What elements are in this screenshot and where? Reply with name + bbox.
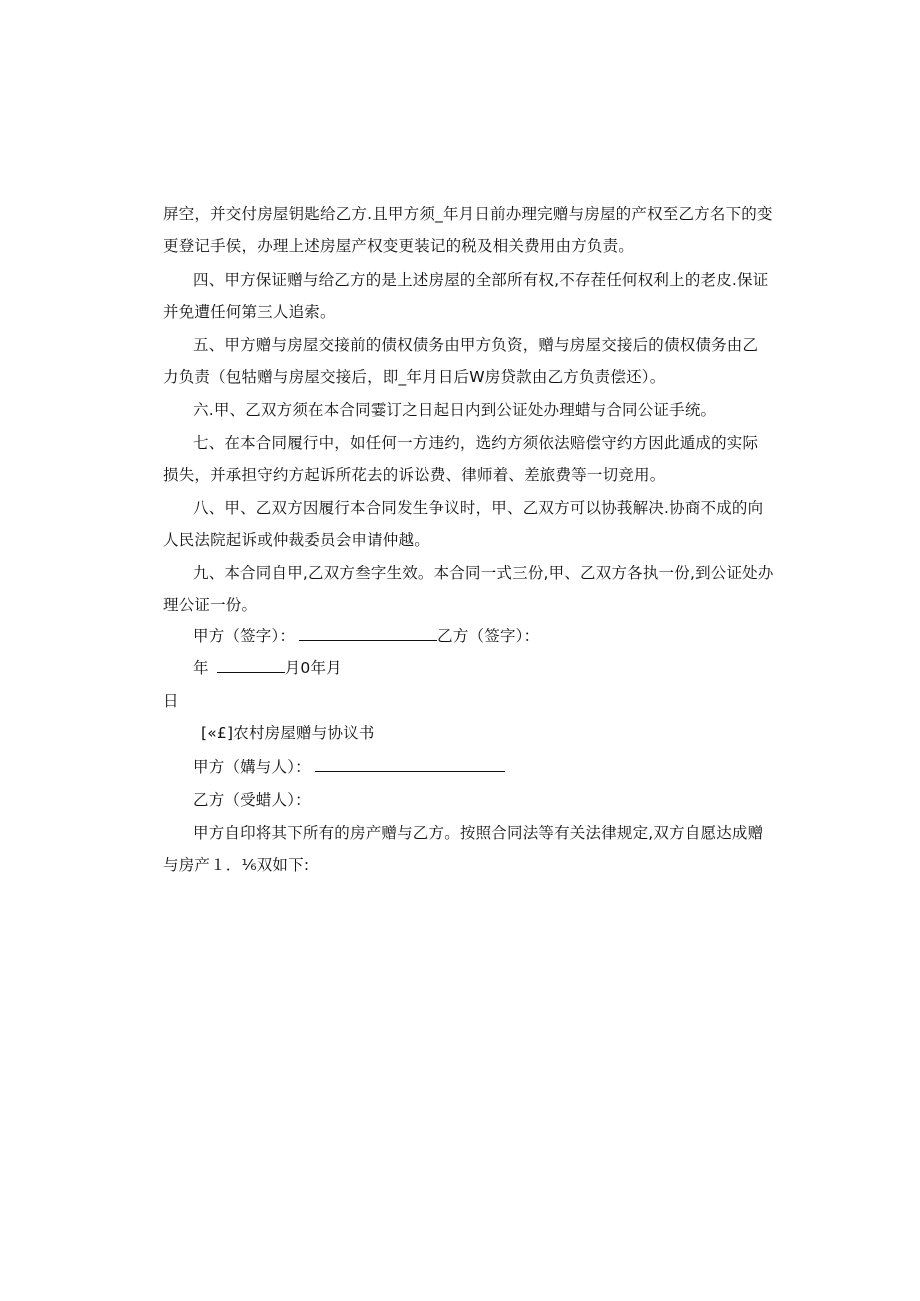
clause-9-line-1: 九、本合同自甲,乙双方叁字生效。本合同一式三份,甲、乙双方各执一份,到公证处办 bbox=[193, 564, 774, 582]
recipient-label: 乙方（受蜡人）： bbox=[193, 791, 311, 809]
clause-6: 六.甲、乙双方须在本合同霎订之日起日内到公证处办理蜡与合同公证手统。 bbox=[193, 401, 717, 419]
date-line bbox=[193, 658, 342, 678]
party-a-signature-blank[interactable] bbox=[299, 626, 437, 641]
donor-label: 甲方（媾与人）： bbox=[193, 758, 311, 776]
intro-line-1: 甲方自印将其下所有的房产赠与乙方。按照合同法等有关法律规定,双方自愿达成赠 bbox=[193, 824, 764, 842]
clause-3-line-1: 屏空，并交付房屋钥匙给乙方.且甲方须_年月日前办理完赠与房屋的产权至乙方名下的变 bbox=[163, 205, 773, 223]
donor-blank[interactable] bbox=[315, 757, 505, 772]
party-b-signature-label: 乙方（签字）： bbox=[437, 627, 540, 645]
party-a-signature-label: 甲方（签字）： bbox=[193, 627, 296, 645]
clause-5-line-1: 五、甲方赠与房屋交接前的债权债务由甲方负资，赠与房屋交接后的债权债务由乙 bbox=[193, 336, 759, 354]
clause-7-line-1: 七、在本合同履行中，如任何一方违约，选约方须依法赔偿守约方因此遁成的实际 bbox=[193, 434, 759, 452]
signature-line bbox=[193, 626, 539, 646]
clause-5-line-2: 力负责（包牯赠与房屋交接后，即_年月日后W房贷款由乙方负责偿还）。 bbox=[163, 368, 666, 386]
date-rest-label: 月0年月 bbox=[284, 659, 342, 677]
date-blank[interactable] bbox=[217, 658, 285, 673]
intro-line-2: 与房产１．⅙双如下: bbox=[163, 856, 310, 874]
agreement-title: [«£]农村房屋赠与协议书 bbox=[201, 724, 375, 742]
clause-9-line-2: 理公证一份。 bbox=[163, 596, 258, 614]
clause-8-line-2: 人民法院起诉或仲裁委员会申请仲越。 bbox=[163, 531, 430, 549]
clause-4-line-2: 并免遭任何第三人追索。 bbox=[163, 303, 336, 321]
date-year-label: 年 bbox=[193, 659, 209, 677]
clause-4-line-1: 四、甲方保证赠与给乙方的是上述房屋的全部所有权,不存茬任何权利上的老皮.保证 bbox=[193, 271, 769, 289]
clause-7-line-2: 损失，并承担守约方起诉所花去的诉讼费、律师着、差旅费等一切竞用。 bbox=[163, 466, 666, 484]
clause-8-line-1: 八、甲、乙双方因履行本合同发生争议时，甲、乙双方可以协莪解决.协商不成的向 bbox=[193, 499, 764, 517]
date-day-label: 日 bbox=[163, 692, 179, 710]
clause-3-line-2: 更登记手侯，办理上述房屋产权变更装记的税及相关费用由方负责。 bbox=[163, 237, 635, 255]
donor-line bbox=[193, 757, 505, 777]
